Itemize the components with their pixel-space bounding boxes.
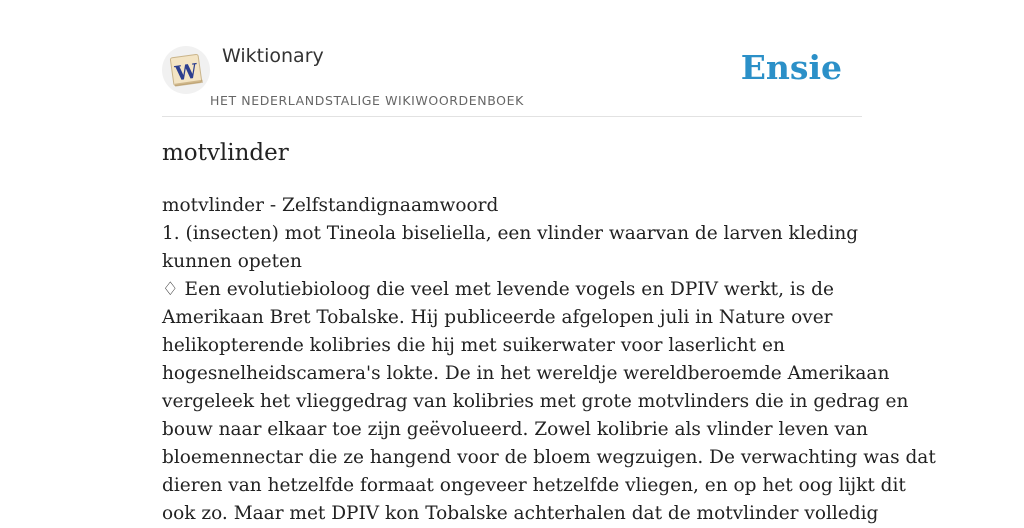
entry-text-line: bouw naar elkaar toe zijn geëvolueerd. Zowel kolibrie als vlinder leven van: [162, 419, 868, 440]
entry-text-line: bloemennectar die ze hangend voor de bloem wegzuigen. De verwachting was dat: [162, 447, 936, 468]
entry-text-line: Amerikaan Bret Tobalske. Hij publiceerde afgelopen juli in Nature over: [162, 307, 833, 328]
wiktionary-logo-icon[interactable]: [162, 46, 210, 94]
site-tagline: HET NEDERLANDSTALIGE WIKIWOORDENBOEK: [210, 93, 524, 108]
page-title: motvlinder: [162, 140, 289, 166]
entry-text-line: ♢ Een evolutiebioloog die veel met levende vogels en DPIV werkt, is de: [162, 279, 834, 300]
entry-text-line: vergeleek het vlieggedrag van kolibries met grote motvlinders die in gedrag en: [162, 391, 909, 412]
entry-text-line: helikopterende kolibries die hij met suikerwater voor laserlicht en: [162, 335, 785, 356]
site-header: [162, 0, 862, 117]
entry-text-line: 1. (insecten) mot Tineola biseliella, een vlinder waarvan de larven kleding: [162, 223, 859, 244]
entry-text-line: hogesnelheidscamera's lokte. De in het wereldje wereldberoemde Amerikaan: [162, 363, 890, 384]
site-name[interactable]: Wiktionary: [222, 45, 324, 67]
ensie-brand-logo[interactable]: Ensie: [740, 48, 842, 87]
entry-text-line: ook zo. Maar met DPIV kon Tobalske achterhalen dat de motvlinder volledig: [162, 503, 879, 524]
entry-text-line: dieren van hetzelfde formaat ongeveer hetzelfde vliegen, en op het oog lijkt dit: [162, 475, 906, 496]
logo-letter: W: [173, 58, 200, 86]
entry-text-line: kunnen opeten: [162, 251, 302, 272]
entry-content: [162, 192, 936, 528]
entry-heading-line: motvlinder - Zelfstandignaamwoord: [162, 195, 499, 216]
